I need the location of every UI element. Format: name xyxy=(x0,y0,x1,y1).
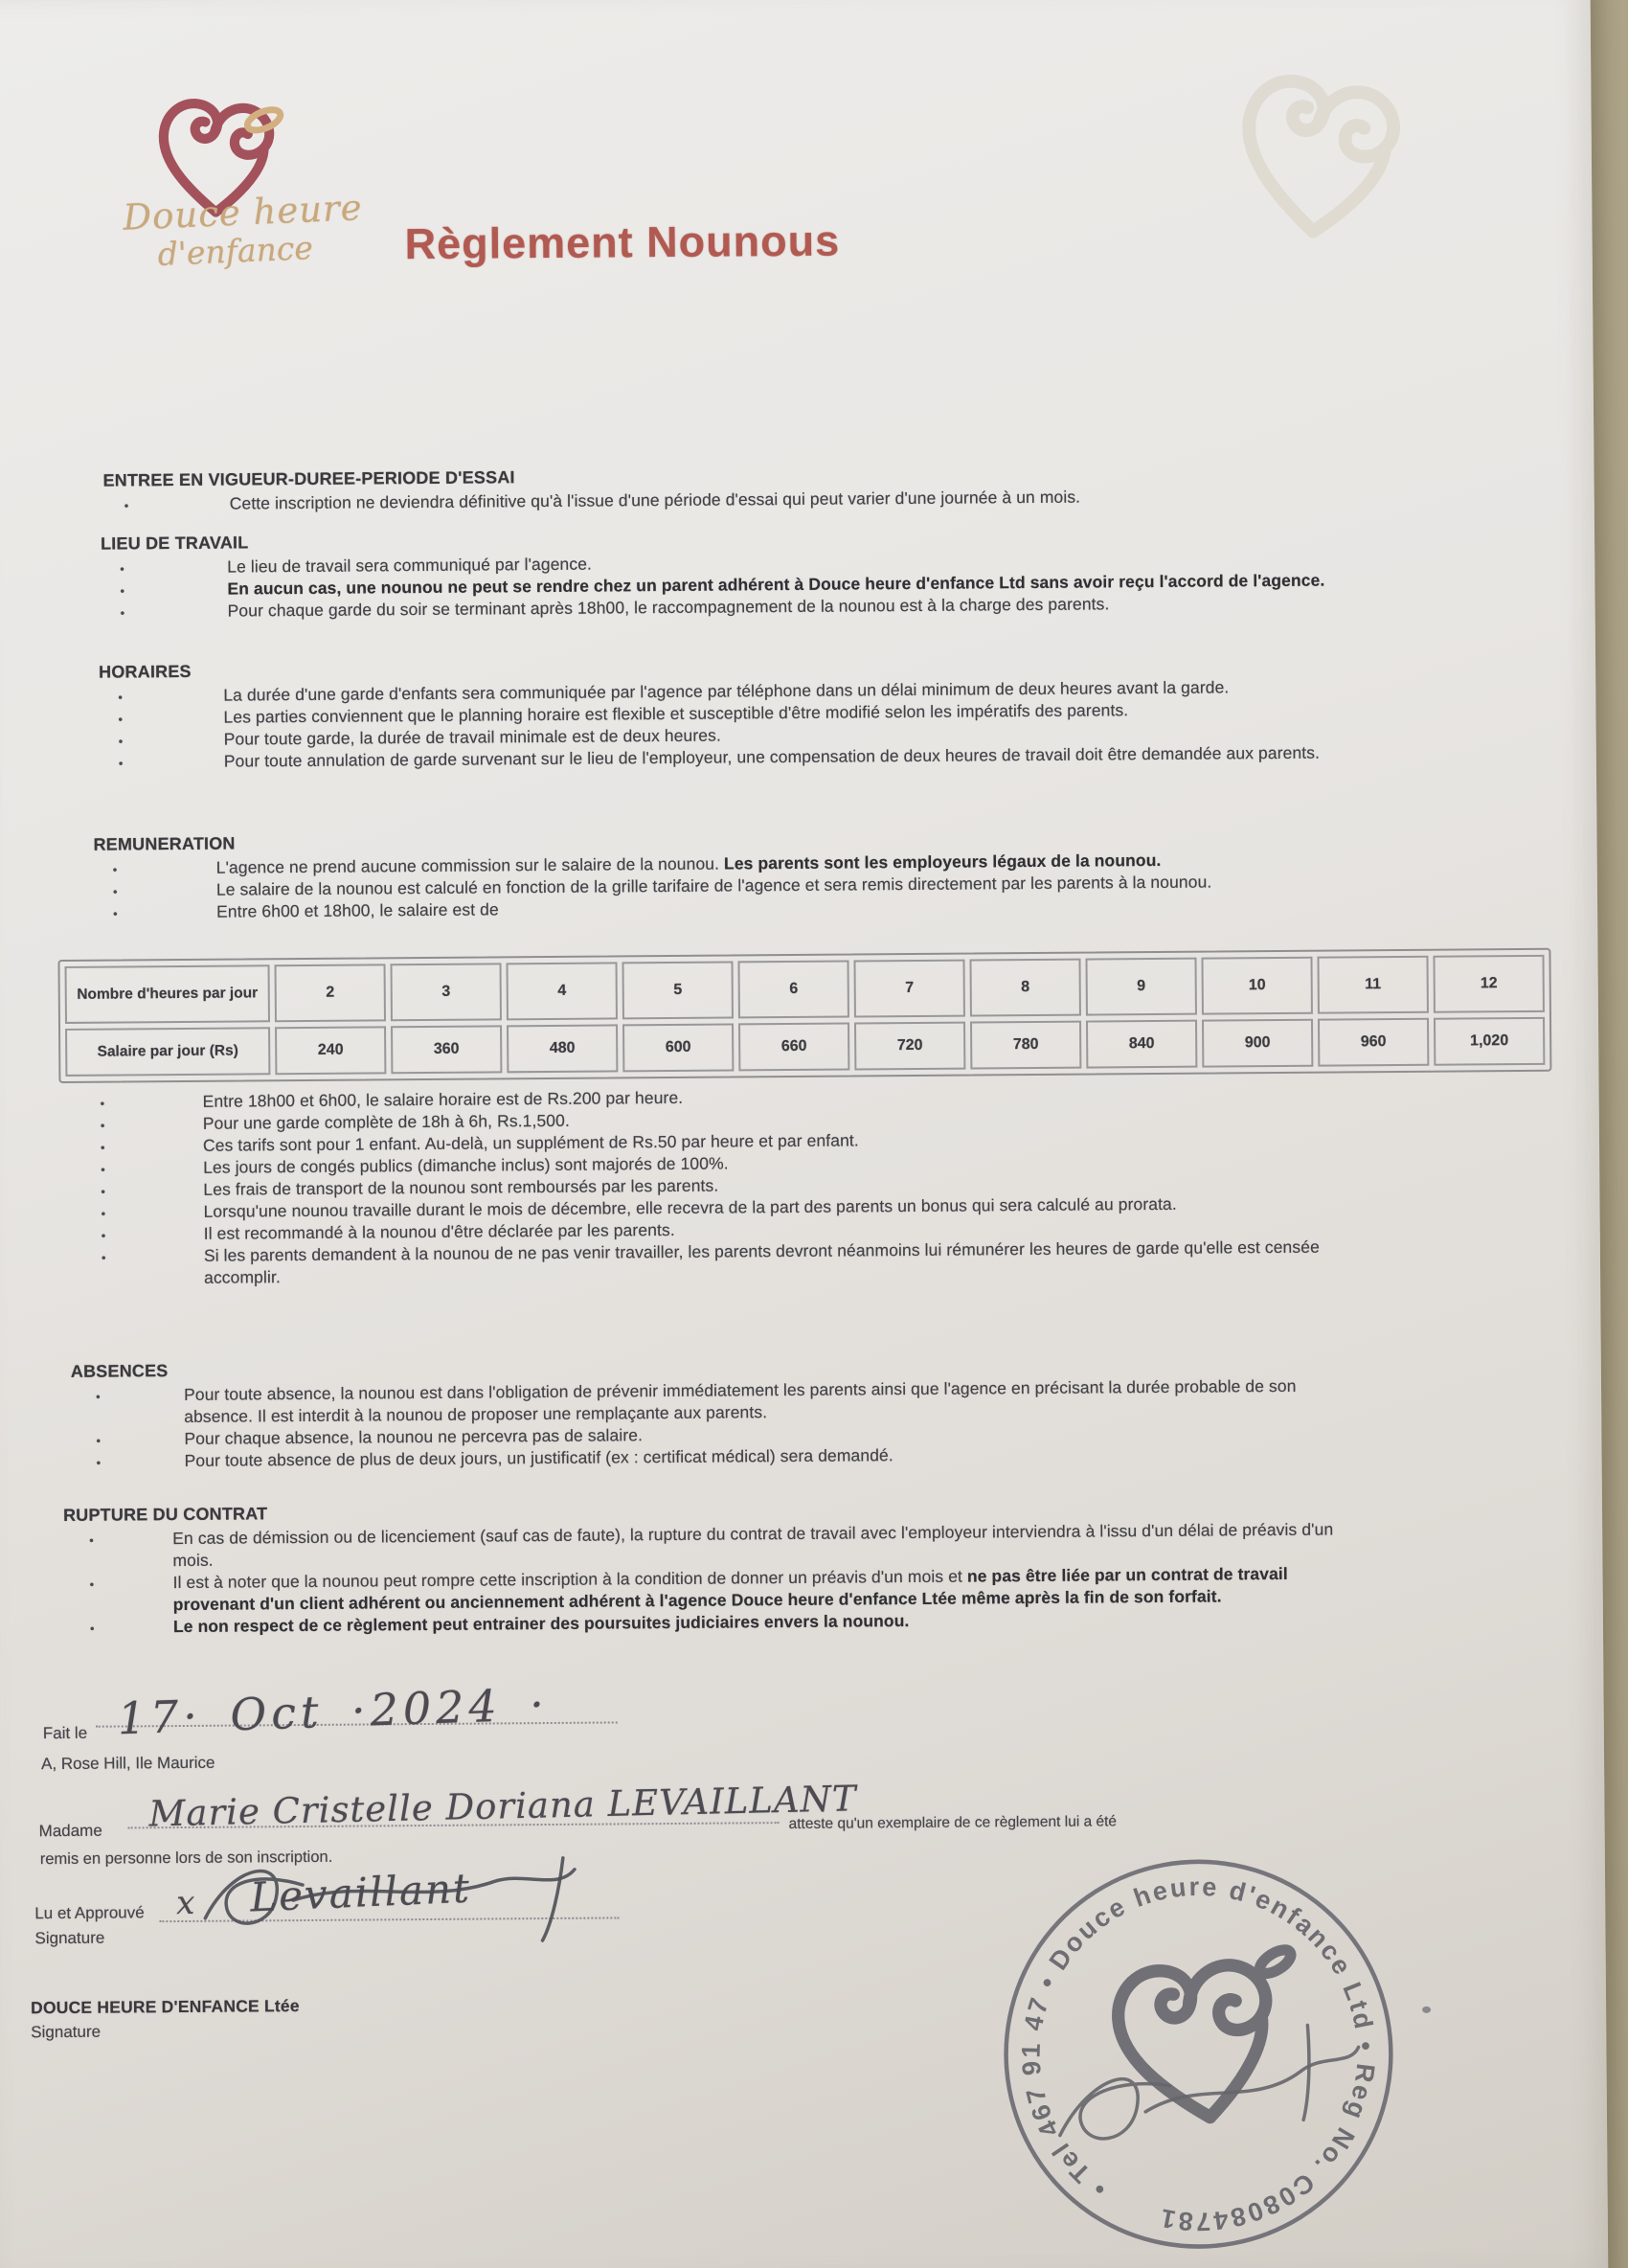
logo-name-line1: Douce heure xyxy=(122,187,364,238)
document-section xyxy=(71,1352,1336,1473)
bullet-marker-icon: • xyxy=(95,1389,101,1404)
bullet-text: Les parents sont les employeurs légaux de la nounou. xyxy=(723,850,1162,873)
bullet-marker-icon: • xyxy=(101,1250,106,1265)
bullet-text: Pour chaque absence, la nounou ne percevra pas de salaire. xyxy=(184,1425,644,1448)
table-hours-cell: 5 xyxy=(622,961,734,1019)
bullet-text: Les jours de congés publics (dimanche inclus) sont majorés de 100%. xyxy=(203,1153,729,1177)
bullet-marker-icon: • xyxy=(120,561,124,577)
signature-x-mark: x xyxy=(176,1883,195,1923)
bullet-text: Pour chaque garde du soir se terminant après 18h00, le raccompagnement de la nounou est à la charge des parents. xyxy=(227,594,1110,621)
stamp-circular-text: • Tel 467 91 47 • Douce heure d'enfance Ltd • Reg No. C08084781 xyxy=(1015,1871,1382,2237)
table-header-cell: Nombre d'heures par jour xyxy=(65,964,270,1024)
table-salary-cell: 600 xyxy=(622,1023,734,1072)
name-handwritten: Marie Cristelle Doriana LEVAILLANT xyxy=(148,1778,858,1835)
bullet-marker-icon: • xyxy=(112,884,118,899)
bullet-marker-icon: • xyxy=(120,605,125,621)
bullet-marker-icon: • xyxy=(120,583,125,599)
bullet-marker-icon: • xyxy=(100,1118,105,1133)
bullet-marker-icon: • xyxy=(118,712,124,727)
table-salary-cell: 660 xyxy=(738,1023,849,1072)
table-salary-cell: 960 xyxy=(1318,1018,1429,1067)
document-section xyxy=(63,1496,1337,1639)
table-hours-cell: 10 xyxy=(1201,957,1312,1015)
section-heading: HORAIRES xyxy=(99,661,192,682)
bullet-text: Il est recommandé à la nounou d'être déclarée par les parents. xyxy=(203,1219,675,1243)
signature-label: Signature xyxy=(34,1928,105,1948)
page-title: Règlement Nounous xyxy=(404,215,841,269)
table-hours-cell: 8 xyxy=(969,959,1080,1017)
document-section xyxy=(102,462,1327,516)
fait-le-label: Fait le xyxy=(42,1723,88,1743)
bullet-text: Pour toute absence, la nounou est dans l'obligation de prévenir immédiatement les parents ainsi que l'agence en précisant la durée probable de son absence. Il est interdit à la nounou de proposer une remplaçante aux parents. xyxy=(183,1375,1297,1426)
remis-text: remis en personne lors de son inscription. xyxy=(39,1848,333,1869)
document-section xyxy=(93,826,1331,924)
section-heading: ABSENCES xyxy=(70,1361,169,1381)
table-salary-cell: 780 xyxy=(970,1021,1081,1070)
watermark-heart-icon xyxy=(1214,49,1422,250)
bullet-marker-icon: • xyxy=(96,1433,102,1448)
bullet-marker-icon: • xyxy=(118,734,124,749)
bullet-marker-icon: • xyxy=(101,1184,106,1199)
document-section xyxy=(101,525,1329,624)
company-name: DOUCE HEURE D'ENFANCE Ltée xyxy=(30,1996,300,2018)
bullet-marker-icon: • xyxy=(118,756,124,771)
bullet-text: ne pas être liée par un contrat de travail provenant d'un client adhérent ou anciennement adhérent à l'agence Douce heure d'enfance Ltée même après la fin de son forfait. xyxy=(172,1563,1288,1615)
bullet-marker-icon: • xyxy=(101,1162,105,1177)
table-salary-cell: 1,020 xyxy=(1434,1017,1545,1066)
table-salary-cell: 480 xyxy=(507,1024,618,1073)
madame-label: Madame xyxy=(38,1821,102,1841)
bullet-text: Entre 6h00 et 18h00, le salaire est de xyxy=(215,899,499,921)
agency-stamp xyxy=(936,1791,1462,2268)
bullet-marker-icon: • xyxy=(96,1455,102,1470)
date-handwritten: 17· Oct ·2024 · xyxy=(116,1678,550,1745)
bullet-marker-icon: • xyxy=(89,1576,95,1592)
bullet-text: Cette inscription ne deviendra définitive qu'à l'issue d'une période d'essai qui peut varier d'une journée à un mois. xyxy=(229,487,1081,513)
salary-table xyxy=(57,948,1551,1083)
bullet-text: Pour toute garde, la durée de travail minimale est de deux heures. xyxy=(223,725,721,749)
svg-text:• Tel 467 91 47 • Douce heure xyxy=(985,1841,1412,2267)
table-hours-cell: 7 xyxy=(853,960,964,1018)
table-salary-cell: 720 xyxy=(854,1022,965,1071)
bullet-text: Le non respect de ce règlement peut entrainer des poursuites judiciaires envers la nounou. xyxy=(172,1611,910,1637)
signature-handwritten: Levaillant xyxy=(249,1864,472,1921)
section-heading: LIEU DE TRAVAIL xyxy=(100,533,249,554)
bullet-text: Il est à noter que la nounou peut rompre cette inscription à la condition de donner un préavis d'un mois et xyxy=(172,1566,968,1593)
table-salary-cell: 240 xyxy=(275,1026,386,1075)
bullet-text: Pour une garde complète de 18h à 6h, Rs.1,500. xyxy=(202,1110,570,1133)
bullet-marker-icon: • xyxy=(112,862,118,877)
bullet-marker-icon: • xyxy=(101,1228,106,1243)
bullet-item xyxy=(82,1236,1334,1290)
bullet-marker-icon: • xyxy=(118,690,124,705)
bullet-text: L'agence ne prend aucune commission sur le salaire de la nounou. xyxy=(215,853,725,877)
stamp-heart-icon xyxy=(1110,1944,1320,2131)
bullet-text: En cas de démission ou de licenciement (sauf cas de faute), la rupture du contrat de travail avec l'employeur interviendra à l'issu d'un délai de préavis d'un mois. xyxy=(172,1519,1334,1571)
table-salary-cell: 360 xyxy=(391,1025,502,1074)
table-hours-cell: 6 xyxy=(738,961,849,1019)
bullet-text: Entre 18h00 et 6h00, le salaire horaire est de Rs.200 par heure. xyxy=(202,1087,684,1111)
bullet-text: Lorsqu'une nounou travaille durant le mois de décembre, elle recevra de la part des parents un bonus qui sera calculé au prorata. xyxy=(203,1193,1177,1221)
halo-icon xyxy=(238,103,288,136)
bullet-text: Pour toute absence de plus de deux jours, un justificatif (ex : certificat médical) sera demandé. xyxy=(184,1445,893,1470)
bullet-text: Si les parents demandent à la nounou de ne pas venir travailler, les parents devront néanmoins lui rémunérer les heures de garde qu'elle est censée accomplir. xyxy=(203,1236,1320,1287)
bullet-text: Pour toute annulation de garde survenant sur le lieu de l'employeur, une compensation de deux heures de travail doit être demandée aux parents. xyxy=(223,742,1321,771)
bullet-marker-icon: • xyxy=(89,1532,94,1548)
company-signature-label: Signature xyxy=(31,2022,102,2042)
place-line: A, Rose Hill, Ile Maurice xyxy=(40,1753,215,1774)
atteste-text: atteste qu'un exemplaire de ce règlement lui a été xyxy=(788,1813,1118,1833)
table-hours-cell: 3 xyxy=(391,963,502,1021)
bullet-text: Les frais de transport de la nounou sont remboursés par les parents. xyxy=(203,1175,719,1199)
table-salary-cell: 840 xyxy=(1086,1020,1197,1069)
bullet-marker-icon: • xyxy=(89,1621,95,1636)
lu-approuve-label: Lu et Approuvé xyxy=(34,1903,145,1923)
table-header-cell: Salaire par jour (Rs) xyxy=(65,1027,270,1077)
bullet-marker-icon: • xyxy=(100,1096,105,1111)
table-salary-cell: 900 xyxy=(1202,1019,1313,1068)
table-hours-cell: 11 xyxy=(1317,956,1428,1014)
section-heading: ENTREE EN VIGUEUR-DUREE-PERIODE D'ESSAI xyxy=(102,467,515,490)
document-section xyxy=(99,653,1330,774)
bullet-marker-icon: • xyxy=(101,1206,106,1221)
bullet-text: Les parties conviennent que le planning horaire est flexible et susceptible d'être modifié selon les impératifs des parents. xyxy=(223,700,1129,727)
document-section xyxy=(81,1082,1335,1290)
bullet-text: Le lieu de travail sera communiqué par l'agence. xyxy=(227,554,593,577)
bullet-marker-icon: • xyxy=(124,498,129,513)
bullet-text: Ces tarifs sont pour 1 enfant. Au-delà, un supplément de Rs.50 par heure et par enfant. xyxy=(202,1130,859,1155)
table-hours-cell: 9 xyxy=(1085,958,1196,1016)
logo-name-line2: d'enfance xyxy=(156,229,314,273)
table-hours-cell: 4 xyxy=(507,962,618,1020)
section-heading: RUPTURE DU CONTRAT xyxy=(62,1504,268,1525)
bullet-text: Le salaire de la nounou est calculé en fonction de la grille tarifaire de l'agence et sera remis directement par les parents à la nounou. xyxy=(215,872,1212,899)
table-hours-cell: 12 xyxy=(1433,955,1544,1013)
bullet-text: En aucun cas, une nounou ne peut se rendre chez un parent adhérent à Douce heure d'enfance Ltd sans avoir reçu l'accord de l'agence. xyxy=(227,570,1325,599)
bullet-marker-icon: • xyxy=(100,1140,105,1155)
section-heading: REMUNERATION xyxy=(93,833,236,854)
table-hours-cell: 2 xyxy=(275,964,386,1022)
bullet-text: La durée d'une garde d'enfants sera communiquée par l'agence par téléphone dans un délai minimum de deux heures avant la garde. xyxy=(223,677,1230,705)
stamp-ink-dot xyxy=(1422,2007,1431,2013)
bullet-marker-icon: • xyxy=(113,906,118,921)
